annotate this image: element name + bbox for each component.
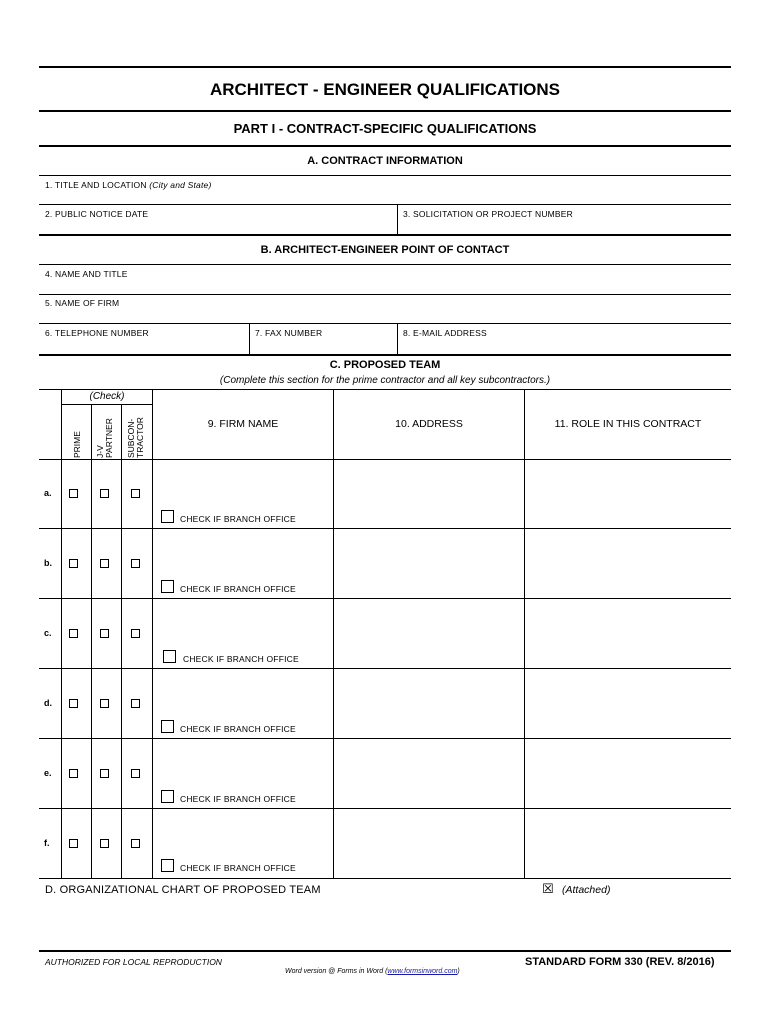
footer-rule bbox=[39, 950, 731, 952]
fax-field[interactable] bbox=[250, 339, 396, 353]
prime-checkbox[interactable] bbox=[69, 559, 78, 568]
branch-office-label: CHECK IF BRANCH OFFICE bbox=[180, 794, 296, 804]
org-chart-label: D. ORGANIZATIONAL CHART OF PROPOSED TEAM bbox=[45, 884, 321, 896]
section-a-title: A. CONTRACT INFORMATION bbox=[307, 155, 463, 167]
part-title: PART I - CONTRACT-SPECIFIC QUALIFICATIONS bbox=[233, 121, 537, 136]
prime-checkbox[interactable] bbox=[69, 699, 78, 708]
row-label: c. bbox=[44, 628, 52, 638]
fax-label: 7. FAX NUMBER bbox=[255, 328, 323, 338]
jv-partner-checkbox[interactable] bbox=[100, 769, 109, 778]
form-number: STANDARD FORM 330 (REV. 8/2016) bbox=[525, 956, 715, 968]
branch-office-checkbox[interactable] bbox=[161, 510, 174, 523]
subcontractor-checkbox[interactable] bbox=[131, 489, 140, 498]
col-role-header: 11. ROLE IN THIS CONTRACT bbox=[554, 418, 702, 430]
solicitation-number-label: 3. SOLICITATION OR PROJECT NUMBER bbox=[403, 209, 574, 219]
name-title-field[interactable] bbox=[39, 280, 731, 293]
solicitation-number-field[interactable] bbox=[398, 220, 731, 233]
section-b-title: B. ARCHITECT-ENGINEER POINT OF CONTACT bbox=[260, 244, 510, 256]
jv-partner-checkbox[interactable] bbox=[100, 629, 109, 638]
row-label: a. bbox=[44, 488, 52, 498]
attached-label: (Attached) bbox=[562, 884, 611, 896]
subcontractor-checkbox[interactable] bbox=[131, 559, 140, 568]
prime-checkbox[interactable] bbox=[69, 629, 78, 638]
row-label: e. bbox=[44, 768, 52, 778]
public-notice-date-field[interactable] bbox=[39, 220, 396, 233]
name-title-label: 4. NAME AND TITLE bbox=[45, 269, 128, 279]
section-c-subtitle: (Complete this section for the prime contractor and all key subcontractors.) bbox=[219, 375, 551, 386]
section-c-title: C. PROPOSED TEAM bbox=[329, 359, 441, 371]
branch-office-checkbox[interactable] bbox=[161, 859, 174, 872]
email-field[interactable] bbox=[398, 339, 731, 353]
form-title: ARCHITECT - ENGINEER QUALIFICATIONS bbox=[209, 80, 561, 99]
public-notice-date-label: 2. PUBLIC NOTICE DATE bbox=[45, 209, 149, 219]
title-location-field[interactable] bbox=[39, 192, 731, 204]
jv-partner-checkbox[interactable] bbox=[100, 839, 109, 848]
row-label: d. bbox=[44, 698, 52, 708]
telephone-label: 6. TELEPHONE NUMBER bbox=[45, 328, 149, 338]
branch-office-label: CHECK IF BRANCH OFFICE bbox=[180, 584, 296, 594]
subcontractor-checkbox[interactable] bbox=[131, 769, 140, 778]
branch-office-checkbox[interactable] bbox=[161, 720, 174, 733]
branch-office-label: CHECK IF BRANCH OFFICE bbox=[180, 724, 296, 734]
prime-checkbox[interactable] bbox=[69, 839, 78, 848]
branch-office-checkbox[interactable] bbox=[161, 580, 174, 593]
col-firm-header: 9. FIRM NAME bbox=[207, 418, 279, 430]
subcontractor-checkbox[interactable] bbox=[131, 629, 140, 638]
branch-office-label: CHECK IF BRANCH OFFICE bbox=[180, 514, 296, 524]
firm-name-field[interactable] bbox=[39, 309, 731, 322]
title-rule bbox=[39, 110, 731, 112]
col-sub-header: SUBCON- TRACTOR bbox=[126, 417, 145, 458]
footer-reproduction: AUTHORIZED FOR LOCAL REPRODUCTION bbox=[45, 957, 222, 967]
title-location-label: 1. TITLE AND LOCATION (City and State) bbox=[45, 180, 212, 190]
row-label: f. bbox=[44, 838, 50, 848]
jv-partner-checkbox[interactable] bbox=[100, 699, 109, 708]
branch-office-label: CHECK IF BRANCH OFFICE bbox=[183, 654, 299, 664]
prime-checkbox[interactable] bbox=[69, 489, 78, 498]
branch-office-checkbox[interactable] bbox=[163, 650, 176, 663]
subcontractor-checkbox[interactable] bbox=[131, 699, 140, 708]
prime-checkbox[interactable] bbox=[69, 769, 78, 778]
top-rule bbox=[39, 66, 731, 68]
jv-partner-checkbox[interactable] bbox=[100, 559, 109, 568]
section-a-rule bbox=[39, 175, 731, 176]
email-label: 8. E-MAIL ADDRESS bbox=[403, 328, 487, 338]
check-header: (Check) bbox=[89, 391, 125, 402]
branch-office-checkbox[interactable] bbox=[161, 790, 174, 803]
branch-office-label: CHECK IF BRANCH OFFICE bbox=[180, 863, 296, 873]
col-jv-header: J-V PARTNER bbox=[95, 418, 114, 458]
col-address-header: 10. ADDRESS bbox=[395, 418, 463, 430]
col-prime-header: PRIME bbox=[72, 431, 82, 458]
row-label: b. bbox=[44, 558, 52, 568]
part-rule bbox=[39, 145, 731, 147]
attached-checkbox[interactable]: ☒ bbox=[542, 881, 554, 896]
telephone-field[interactable] bbox=[39, 339, 248, 353]
formsinword-link[interactable]: www.formsinword.com bbox=[387, 968, 458, 975]
jv-partner-checkbox[interactable] bbox=[100, 489, 109, 498]
subcontractor-checkbox[interactable] bbox=[131, 839, 140, 848]
footer-credit: Word version @ Forms in Word (www.formsinword.com) bbox=[285, 968, 460, 975]
firm-name-label: 5. NAME OF FIRM bbox=[45, 298, 120, 308]
